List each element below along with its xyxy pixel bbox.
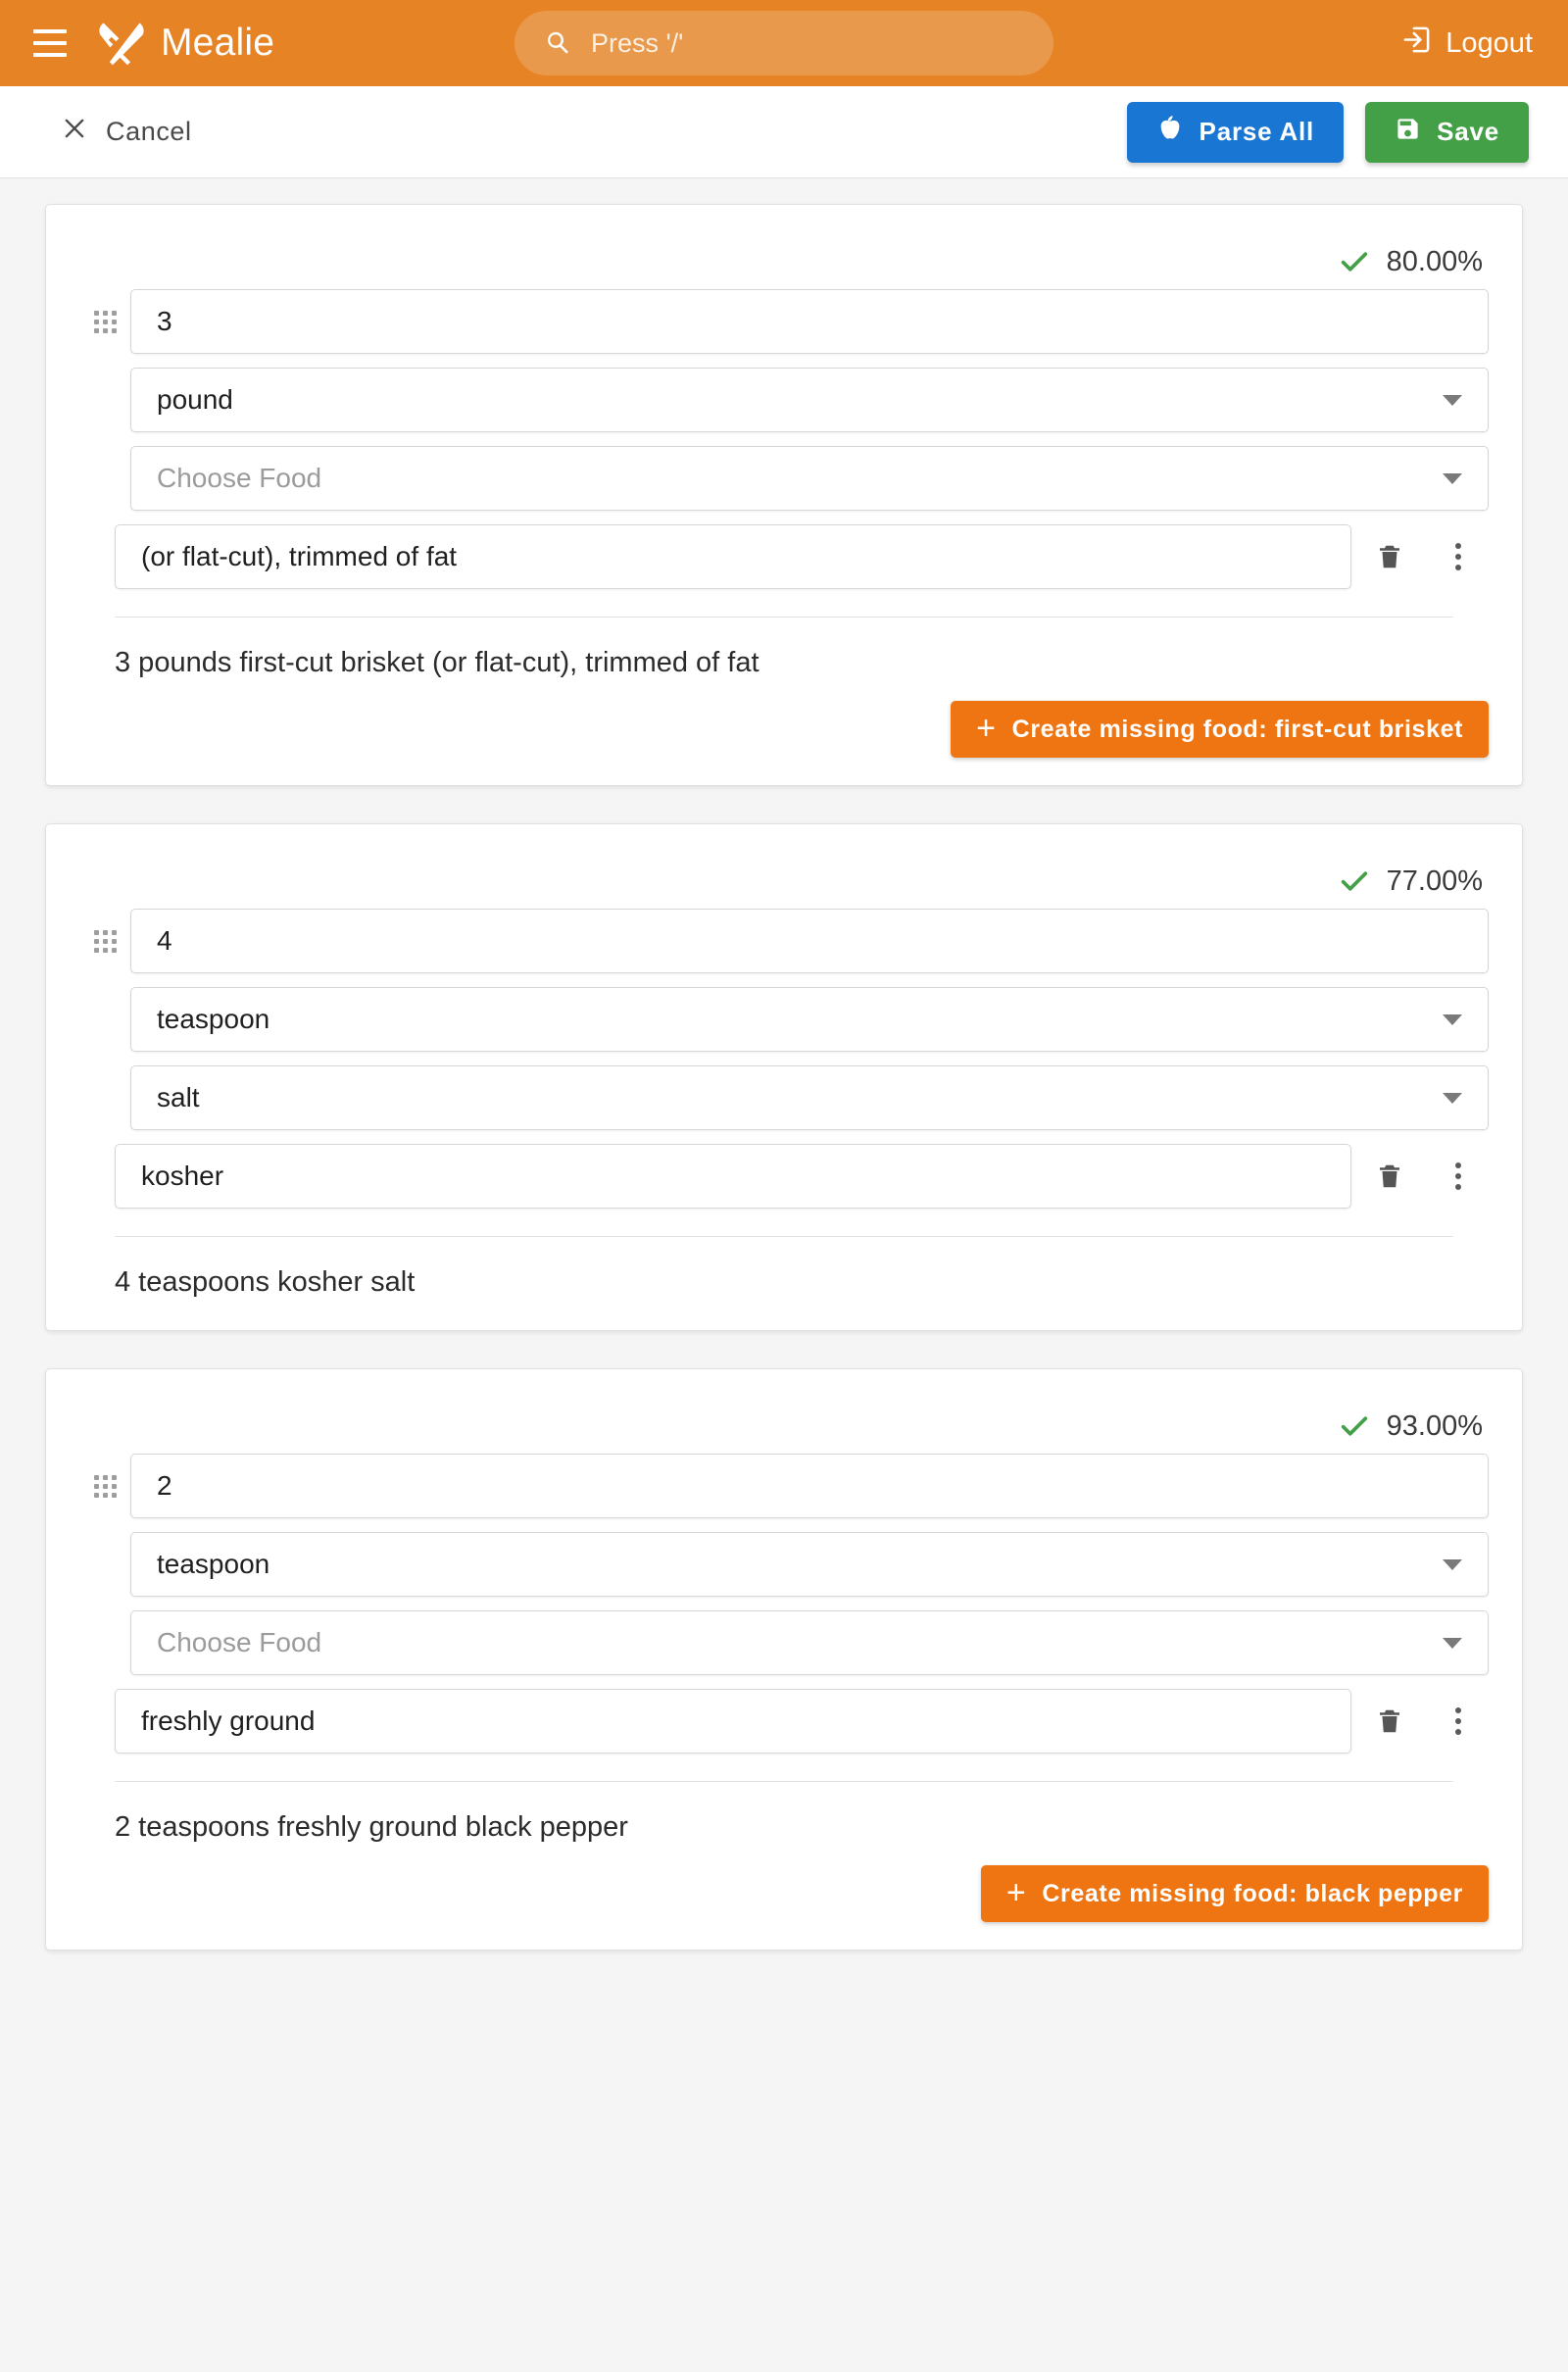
food-value: salt <box>157 1082 200 1112</box>
food-select[interactable] <box>130 1065 1489 1130</box>
food-value: Choose Food <box>157 463 322 493</box>
save-label: Save <box>1437 117 1499 146</box>
parse-all-button[interactable] <box>1127 102 1345 163</box>
search-icon <box>544 28 573 58</box>
kebab-menu-icon[interactable] <box>1428 526 1489 587</box>
create-missing-food-button[interactable] <box>951 701 1489 758</box>
confidence-value: 77.00% <box>1386 865 1483 897</box>
confidence-row <box>79 854 1489 909</box>
ingredient-card <box>45 823 1523 1331</box>
food-select[interactable] <box>130 1610 1489 1675</box>
check-icon <box>1338 245 1371 278</box>
create-missing-food-button[interactable] <box>981 1865 1489 1922</box>
unit-value: teaspoon <box>157 1004 270 1034</box>
chevron-down-icon <box>1443 1638 1462 1649</box>
cancel-label: Cancel <box>106 117 192 146</box>
chevron-down-icon <box>1443 1559 1462 1570</box>
plus-icon: + <box>1005 1873 1027 1911</box>
note-row <box>79 524 1489 589</box>
unit-value: pound <box>157 384 233 415</box>
logout-label: Logout <box>1446 26 1533 59</box>
create-missing-food-label: Create missing food: black pepper <box>1042 1879 1463 1907</box>
content-save-icon <box>1395 116 1421 149</box>
quantity-row <box>79 1454 1489 1518</box>
drag-handle-icon[interactable] <box>79 1475 130 1498</box>
search-placeholder: Press '/' <box>591 27 684 58</box>
note-input[interactable]: (or flat-cut), trimmed of fat <box>115 524 1351 589</box>
unit-select[interactable] <box>130 1532 1489 1597</box>
chevron-down-icon <box>1443 1014 1462 1025</box>
ingredient-summary: 2 teaspoons freshly ground black pepper <box>115 1811 628 1843</box>
quantity-input[interactable]: 4 <box>130 909 1489 973</box>
note-input[interactable]: freshly ground <box>115 1689 1351 1754</box>
search-input[interactable] <box>514 11 1054 75</box>
check-icon <box>1338 865 1371 898</box>
food-row <box>79 446 1489 511</box>
unit-row <box>79 368 1489 432</box>
note-row <box>79 1689 1489 1754</box>
chevron-down-icon <box>1443 473 1462 484</box>
logout-button[interactable] <box>1401 25 1533 63</box>
ingredient-summary: 4 teaspoons kosher salt <box>115 1266 416 1298</box>
trash-icon[interactable] <box>1359 526 1420 587</box>
trash-icon[interactable] <box>1359 1691 1420 1752</box>
parse-all-label: Parse All <box>1199 117 1315 146</box>
logout-icon <box>1401 25 1432 63</box>
app-title: Mealie <box>161 22 275 64</box>
hamburger-icon[interactable] <box>27 21 73 66</box>
ingredient-list <box>0 178 1568 1951</box>
plus-icon: + <box>976 709 997 747</box>
chevron-down-icon <box>1443 1093 1462 1104</box>
close-icon <box>61 115 88 149</box>
create-missing-food-label: Create missing food: first-cut brisket <box>1011 715 1463 743</box>
kebab-menu-icon[interactable] <box>1428 1691 1489 1752</box>
unit-select[interactable] <box>130 987 1489 1052</box>
food-row <box>79 1065 1489 1130</box>
quantity-row <box>79 289 1489 354</box>
note-row <box>79 1144 1489 1209</box>
food-value: Choose Food <box>157 1627 322 1657</box>
unit-select[interactable] <box>130 368 1489 432</box>
chevron-down-icon <box>1443 395 1462 406</box>
food-row <box>79 1610 1489 1675</box>
unit-row <box>79 1532 1489 1597</box>
create-missing-row <box>79 1848 1489 1922</box>
editor-toolbar <box>0 86 1568 178</box>
drag-handle-icon[interactable] <box>79 930 130 953</box>
fork-knife-logo <box>96 18 147 69</box>
confidence-value: 80.00% <box>1386 245 1483 277</box>
food-select[interactable] <box>130 446 1489 511</box>
trash-icon[interactable] <box>1359 1146 1420 1207</box>
ingredient-card <box>45 204 1523 786</box>
drag-handle-icon[interactable] <box>79 311 130 333</box>
note-input[interactable]: kosher <box>115 1144 1351 1209</box>
check-icon <box>1338 1409 1371 1443</box>
unit-row <box>79 987 1489 1052</box>
save-button[interactable] <box>1365 102 1529 163</box>
ingredient-summary: 3 pounds first-cut brisket (or flat-cut), trimmed of fat <box>115 647 760 678</box>
food-apple-icon <box>1156 115 1184 149</box>
kebab-menu-icon[interactable] <box>1428 1146 1489 1207</box>
app-bar <box>0 0 1568 86</box>
toolbar-actions <box>1127 102 1529 163</box>
unit-value: teaspoon <box>157 1549 270 1579</box>
cancel-button[interactable] <box>61 115 192 149</box>
ingredient-card <box>45 1368 1523 1951</box>
quantity-input[interactable]: 2 <box>130 1454 1489 1518</box>
create-missing-row <box>79 683 1489 758</box>
confidence-row <box>79 1399 1489 1454</box>
confidence-row <box>79 234 1489 289</box>
quantity-input[interactable]: 3 <box>130 289 1489 354</box>
quantity-row <box>79 909 1489 973</box>
confidence-value: 93.00% <box>1386 1409 1483 1442</box>
